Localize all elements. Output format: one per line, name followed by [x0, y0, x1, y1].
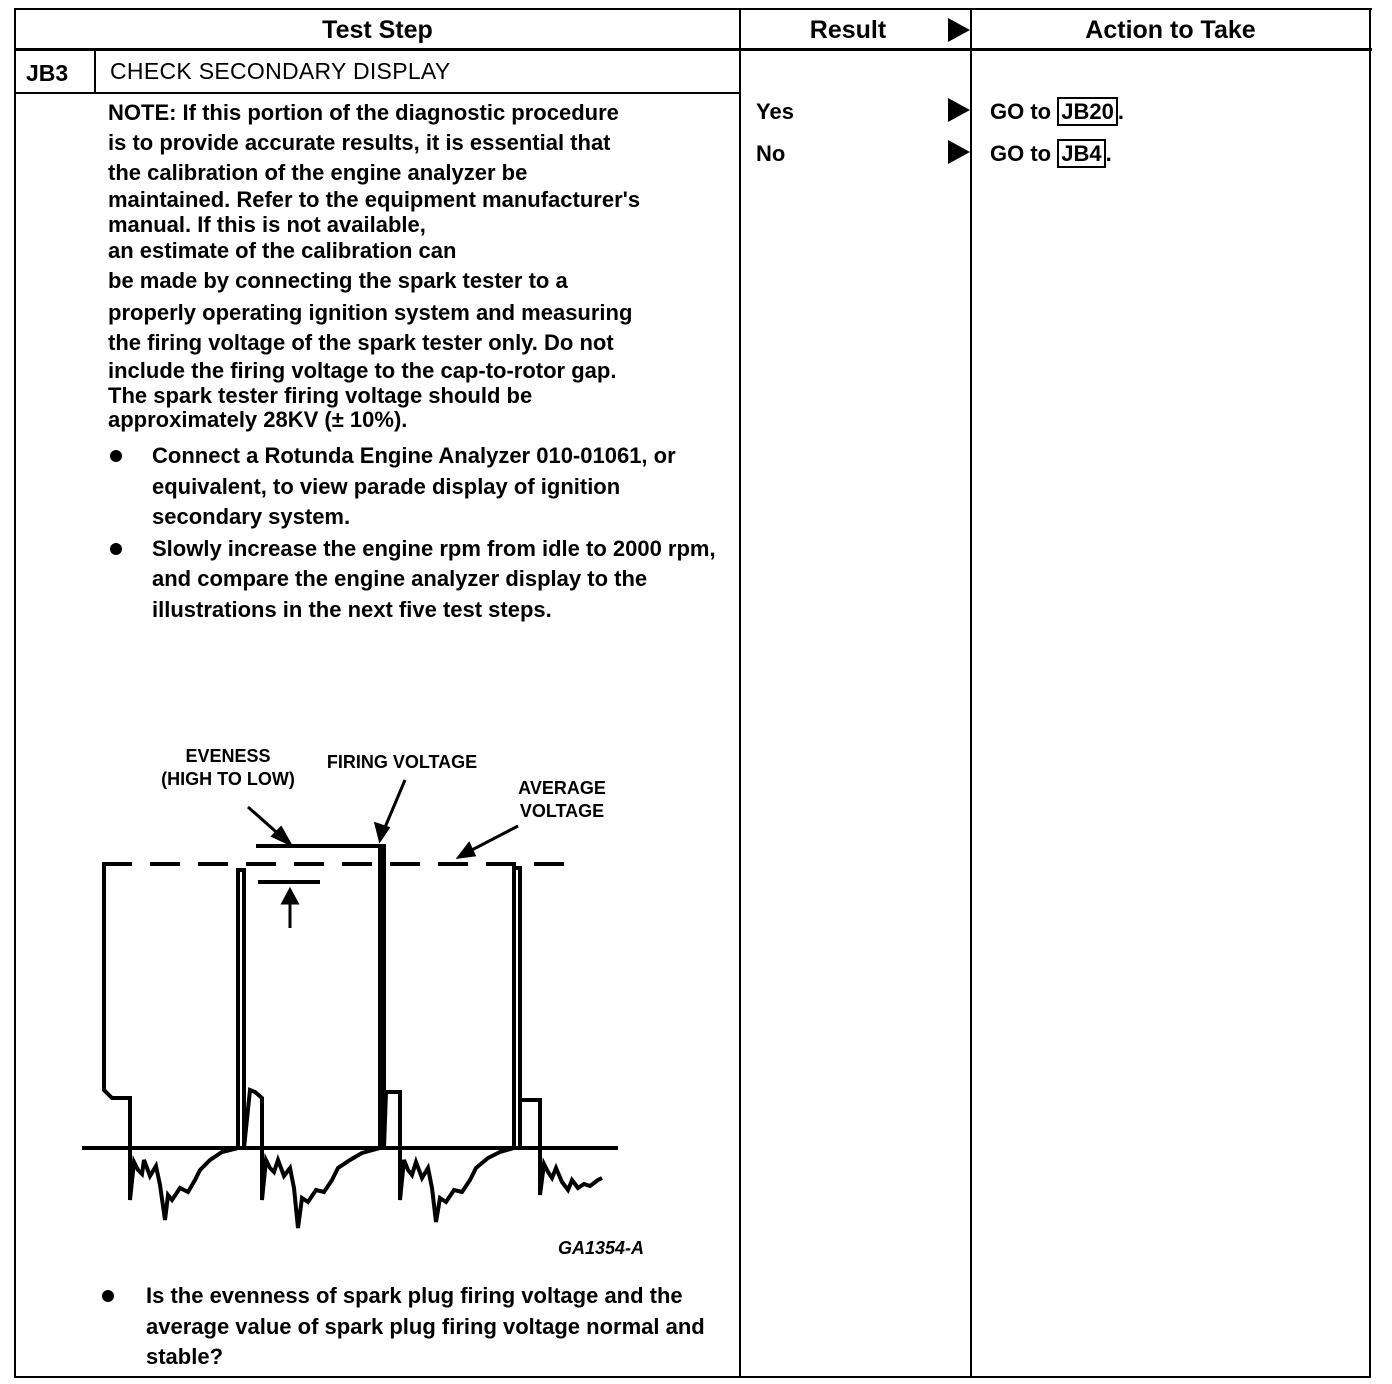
note-line: The spark tester firing voltage should be	[108, 383, 533, 408]
parade-display-figure	[70, 740, 670, 1270]
note-line: the calibration of the engine analyzer be	[108, 160, 528, 185]
bullet-dot-icon	[110, 450, 122, 462]
list-item	[108, 534, 728, 626]
column-divider-result	[739, 8, 741, 1378]
figure-label-average-sub: VOLTAGE	[519, 801, 605, 821]
note-line: approximately 28KV (± 10%).	[108, 407, 408, 432]
note-line: maintained. Refer to the equipment manufacturer's	[108, 187, 641, 212]
action-yes-ref-link[interactable]: JB20	[1057, 97, 1118, 126]
bullet-text: Connect a Rotunda Engine Analyzer 010-01061, or equivalent, to view parade display of ignition secondary system.	[152, 443, 676, 529]
step-title: CHECK SECONDARY DISPLAY	[110, 58, 451, 84]
bullet-text: Slowly increase the engine rpm from idle to 2000 rpm, and compare the engine analyzer display to the illustrations in the next five test steps.	[152, 535, 716, 622]
figure-label-evenness-sub: (HIGH TO LOW)	[161, 769, 295, 789]
bullet-dot-icon	[102, 1290, 114, 1302]
action-no-ref-link[interactable]: JB4	[1057, 139, 1105, 168]
note-line: NOTE: If this portion of the diagnostic procedure	[108, 100, 619, 125]
action-yes	[990, 99, 1124, 125]
step-title-underline	[14, 92, 741, 94]
action-no-suffix: .	[1105, 141, 1112, 166]
note-line: an estimate of the calibration can	[108, 238, 457, 263]
note-line: is to provide accurate results, it is essential that	[108, 130, 611, 155]
question-block	[100, 1281, 720, 1374]
figure-code: GA1354-A	[557, 1238, 644, 1258]
step-id: JB3	[26, 60, 69, 86]
action-no-prefix: GO to	[990, 141, 1058, 166]
question-text: Is the evenness of spark plug firing voltage and the average value of spark plug firing voltage normal and stable?	[146, 1283, 705, 1369]
figure-label-firing: FIRING VOLTAGE	[326, 752, 478, 772]
result-yes: Yes	[756, 99, 794, 124]
step-id-divider	[94, 50, 96, 94]
table-header-divider	[14, 48, 1372, 51]
list-item	[108, 441, 728, 533]
note-line: be made by connecting the spark tester to a	[108, 268, 568, 293]
column-divider-action	[970, 8, 972, 1378]
note-line: include the firing voltage to the cap-to-rotor gap.	[108, 358, 617, 383]
header-test-step: Test Step	[322, 16, 433, 44]
figure-label-evenness: EVENESS	[185, 746, 271, 766]
action-yes-prefix: GO to	[990, 99, 1058, 124]
header-arrow-icon	[948, 18, 970, 42]
table-left-border	[14, 8, 16, 1378]
table-top-border	[14, 8, 1372, 10]
action-no	[990, 141, 1112, 167]
procedure-bullets	[108, 441, 728, 626]
bullet-dot-icon	[110, 543, 122, 555]
table-bottom-border	[14, 1376, 1371, 1378]
list-item	[100, 1281, 720, 1373]
result-no-arrow-icon	[948, 140, 970, 164]
note-line: properly operating ignition system and measuring	[108, 300, 633, 325]
result-yes-arrow-icon	[948, 98, 970, 122]
action-yes-suffix: .	[1117, 99, 1124, 124]
table-right-border	[1369, 8, 1371, 1378]
parade-waveform	[104, 846, 602, 1228]
result-no: No	[756, 141, 786, 166]
note-line: manual. If this is not available,	[108, 212, 426, 237]
note-text	[108, 98, 718, 432]
header-result: Result	[809, 16, 887, 44]
header-action: Action to Take	[1085, 16, 1256, 44]
note-line: the firing voltage of the spark tester only. Do not	[108, 330, 614, 355]
figure-label-average: AVERAGE	[518, 778, 606, 798]
